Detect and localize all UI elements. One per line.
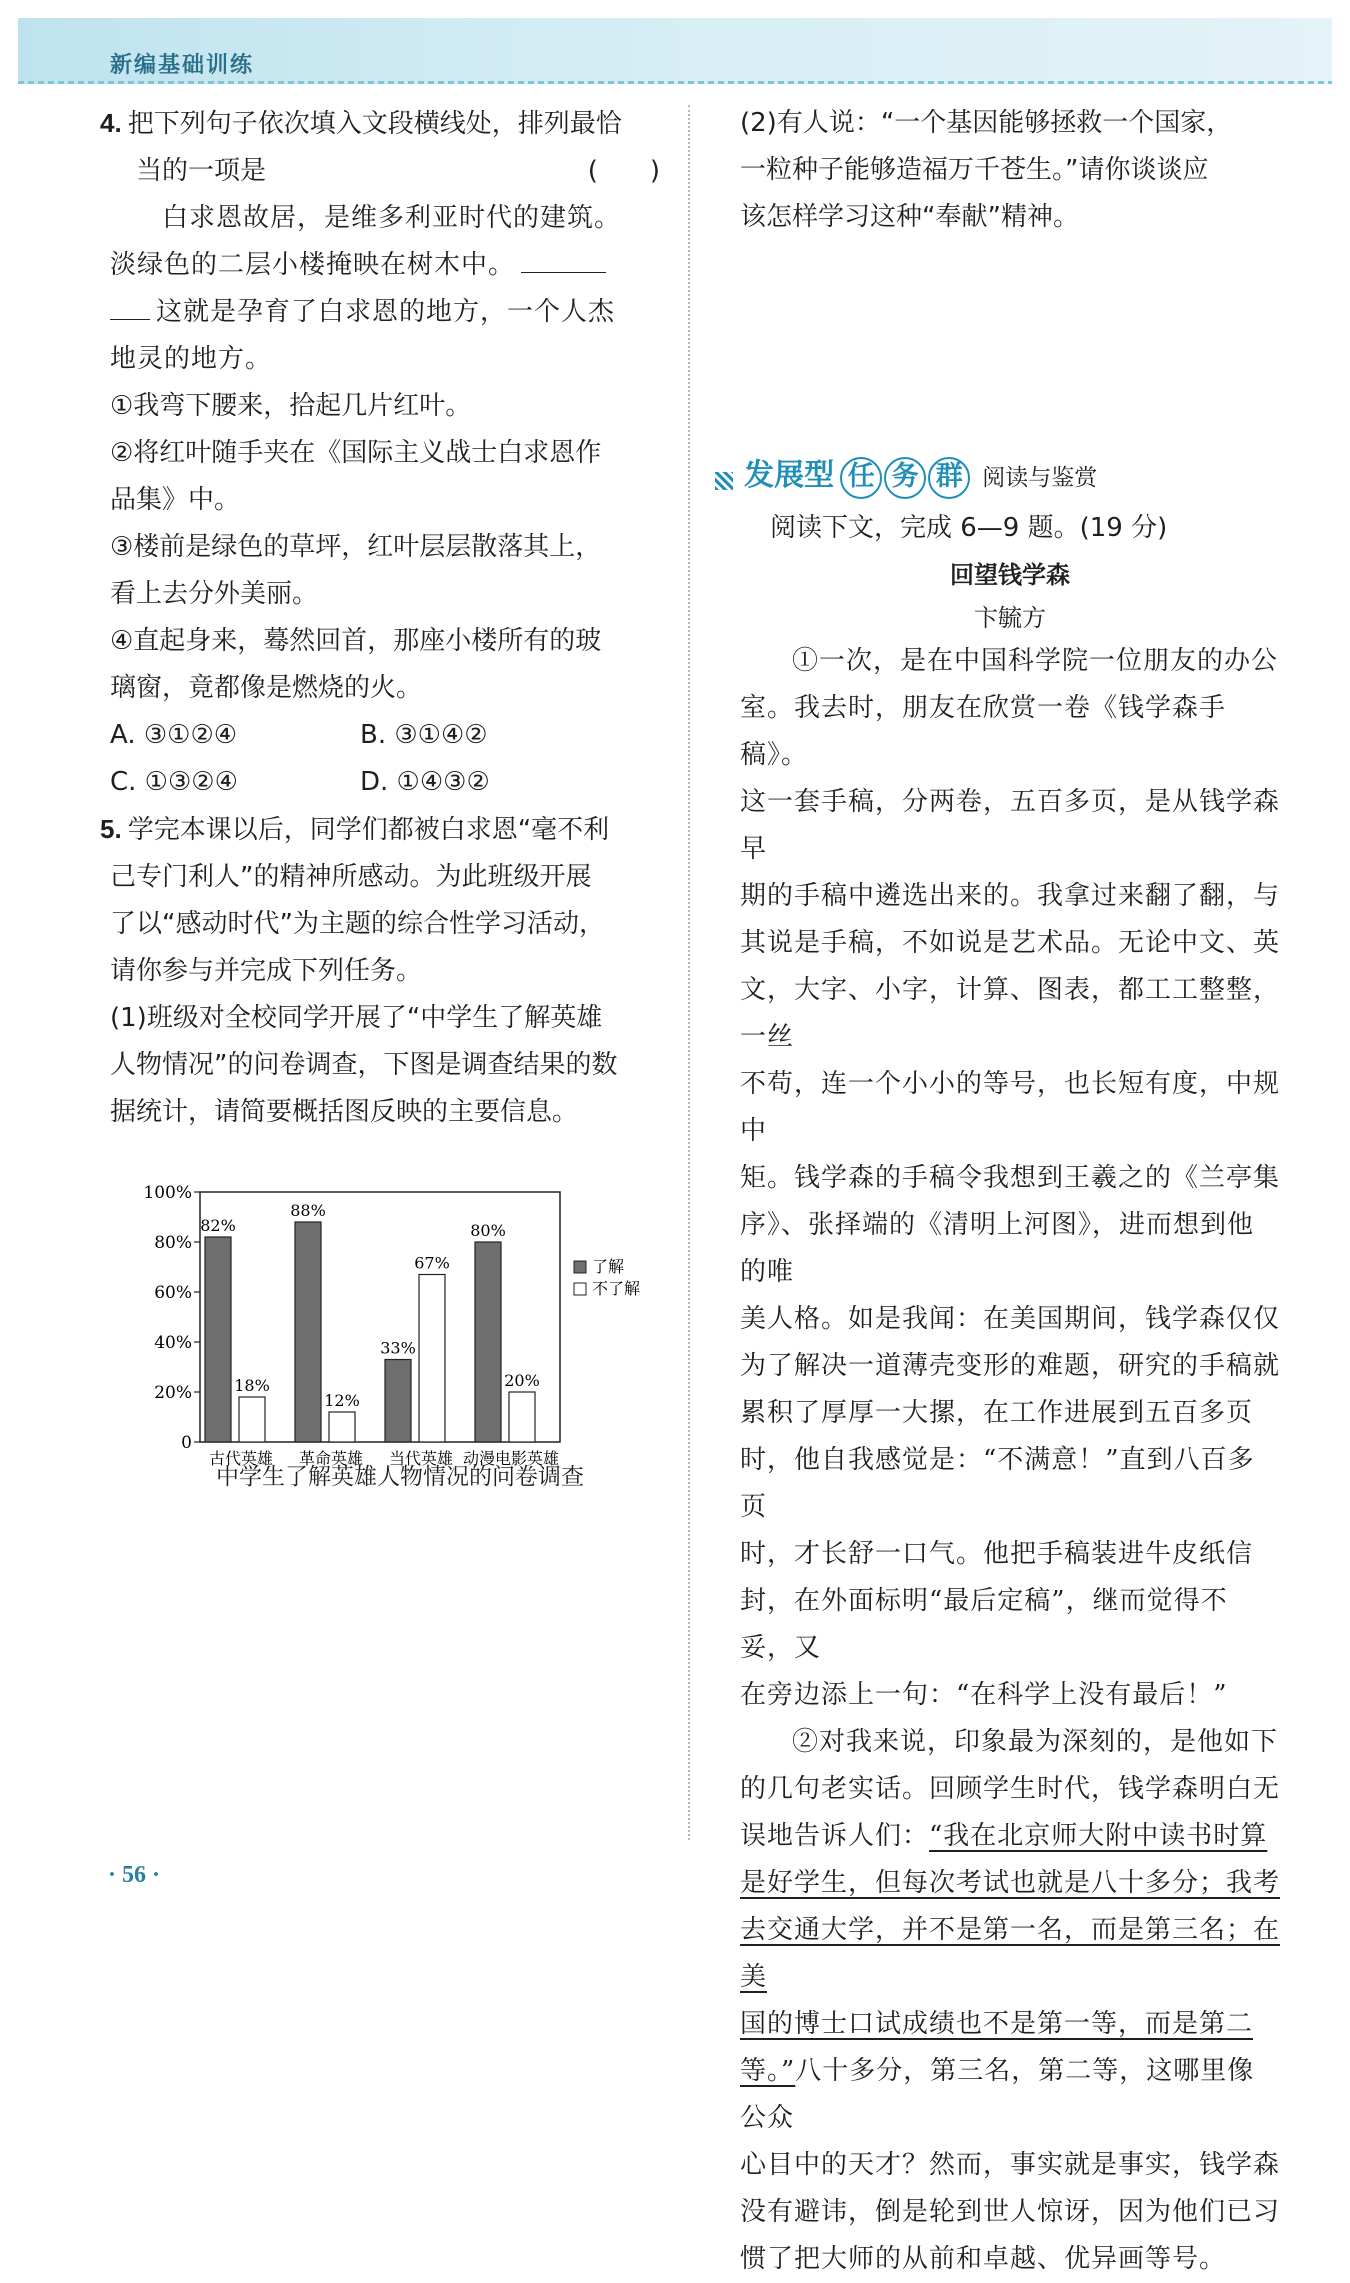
column-divider <box>688 105 690 1840</box>
article-p2-line: ②对我来说，印象最为深刻的，是他如下 <box>792 1727 1279 1757</box>
q5-l1: 学完本课以后，同学们都被白求恩“毫不利 <box>127 815 610 845</box>
header-title: 新编基础训练 <box>110 52 255 78</box>
article-paragraph-2 <box>740 1719 1280 2283</box>
article-author: 卞毓方 <box>974 604 1046 632</box>
q5-part1a: (1)班级对全校同学开展了“中学生了解英雄 <box>110 1003 603 1033</box>
banner-dots-icon <box>715 472 733 490</box>
x-category-label: 古代英雄 <box>208 1449 274 1468</box>
bar-know <box>475 1242 501 1442</box>
q4-options-row1 <box>100 712 670 759</box>
option-b[interactable]: B. ③①④② <box>360 720 488 750</box>
y-tick-label: 80% <box>154 1233 192 1253</box>
article-p1-line: 其说是手稿，不如说是艺术品。无论中文、英 <box>740 928 1281 958</box>
q4-stem2: 当的一项是 <box>136 156 267 186</box>
q5-part2a: (2)有人说：“一个基因能够拯救一个国家， <box>740 108 1233 138</box>
article-p1-line: 这一套手稿，分两卷，五百多页，是从钱学森早 <box>740 787 1281 864</box>
q4-stem1: 把下列句子依次填入文段横线处，排列最恰 <box>127 109 622 139</box>
x-category-label: 动漫电影英雄 <box>462 1449 560 1468</box>
bar-know <box>385 1360 411 1443</box>
x-category-label: 当代英雄 <box>388 1449 454 1468</box>
article-p2-line: 的几句老实话。回顾学生时代，钱学森明白无 <box>740 1774 1281 1804</box>
underlined-quote: 等。” <box>740 2056 796 2086</box>
article-p2-line: 惯了把大师的从前和卓越、优异画等号。 <box>740 2244 1227 2274</box>
q4-sentence2b: 品集》中。 <box>110 485 241 515</box>
article-p2-line: 没有避讳，倒是轮到世人惊讶，因为他们已习 <box>740 2197 1281 2227</box>
article-p1-line: 为了解决一道薄壳变形的难题，研究的手稿就 <box>740 1351 1281 1381</box>
article-p1-line: 时，他自我感觉是：“不满意！”直到八百多页 <box>740 1445 1255 1522</box>
article-p2-line <box>740 1860 1280 1907</box>
underlined-quote: 国的博士口试成绩也不是第一等，而是第二 <box>740 2009 1254 2039</box>
bar-value-label: 67% <box>414 1253 450 1273</box>
q5-l3: 了以“感动时代”为主题的综合性学习活动， <box>110 909 605 939</box>
q5-l4: 请你参与并完成下列任务。 <box>110 956 423 986</box>
legend-label: 不了解 <box>592 1279 641 1298</box>
blank-line[interactable] <box>110 295 150 320</box>
article-p1-line: 不苟，连一个小小的等号，也长短有度，中规中 <box>740 1069 1281 1146</box>
article-p1-line: 在旁边添上一句：“在科学上没有最后！” <box>740 1680 1228 1710</box>
q5-part2b: 一粒种子能够造福万千苍生。”请你谈谈应 <box>740 155 1209 185</box>
answer-paren[interactable]: ( ) <box>587 156 660 186</box>
article <box>740 505 1280 2283</box>
q4-para3: 这就是孕育了白求恩的地方，一个人杰 <box>156 297 616 327</box>
underlined-quote: 去交通大学，并不是第一名，而是第三名；在美 <box>740 1915 1281 1992</box>
bar-value-label: 80% <box>470 1221 506 1240</box>
article-p1-line: ①一次，是在中国科学院一位朋友的办公 <box>792 646 1279 676</box>
article-paragraph-1 <box>740 638 1280 1719</box>
article-p2-line <box>740 2001 1280 2048</box>
bar-value-label: 12% <box>324 1391 360 1410</box>
section-banner <box>715 450 1255 502</box>
q4-sentence2a: ②将红叶随手夹在《国际主义战士白求恩作 <box>110 438 602 468</box>
article-p1-line: 文，大字、小字，计算、图表，都工工整整，一丝 <box>740 975 1281 1052</box>
article-p1-line: 时，才长舒一口气。他把手稿装进牛皮纸信 <box>740 1539 1254 1569</box>
bar-not-know <box>239 1397 265 1442</box>
article-title: 回望钱学森 <box>950 561 1070 589</box>
q4-para2-line <box>100 242 670 289</box>
banner-subtitle: 阅读与鉴赏 <box>982 465 1098 491</box>
q4-number: 4. <box>100 108 122 138</box>
chart-caption: 中学生了解英雄人物情况的问卷调查 <box>216 1464 584 1490</box>
bar-value-label: 82% <box>200 1216 236 1235</box>
q4-options-row2 <box>100 759 670 806</box>
banner-char2: 务 <box>884 457 926 499</box>
q4-sentence3a: ③楼前是绿色的草坪，红叶层层散落其上， <box>110 532 602 562</box>
blank-line[interactable] <box>521 248 606 273</box>
page-number: · 56 · <box>108 1862 161 1888</box>
article-p2-line <box>740 1907 1280 2001</box>
q4-stem-line2 <box>100 148 670 195</box>
bar-not-know <box>329 1412 355 1442</box>
article-p1-line: 矩。钱学森的手稿令我想到王羲之的《兰亭集 <box>740 1163 1281 1193</box>
article-p2-line: 心目中的天才？然而，事实就是事实，钱学森 <box>740 2150 1281 2180</box>
banner-char3: 群 <box>928 457 970 499</box>
bar-value-label: 88% <box>290 1201 326 1220</box>
option-a[interactable]: A. ③①②④ <box>110 720 238 750</box>
banner-char1: 任 <box>840 457 882 499</box>
article-p2-line: 误地告诉人们：“我在北京师大附中读书时算 <box>740 1821 1268 1851</box>
x-category-label: 革命英雄 <box>298 1449 364 1468</box>
legend-swatch <box>574 1283 586 1295</box>
q4-sentence3b: 看上去分外美丽。 <box>110 579 319 609</box>
right-column <box>740 100 1280 241</box>
bar-know <box>295 1222 321 1442</box>
q5-line1 <box>100 806 670 854</box>
article-p1-line: 封，在外面标明“最后定稿”，继而觉得不妥，又 <box>740 1586 1228 1663</box>
option-c[interactable]: C. ①③②④ <box>110 767 238 797</box>
article-p1-line: 期的手稿中遴选出来的。我拿过来翻了翻，与 <box>740 881 1281 911</box>
q4-para1: 白求恩故居，是维多利亚时代的建筑。 <box>162 203 622 233</box>
y-tick-label: 40% <box>154 1333 192 1353</box>
y-tick-label: 60% <box>154 1283 192 1303</box>
q4-sentence1: ①我弯下腰来，拾起几片红叶。 <box>110 391 472 421</box>
article-p2-text: 八十多分，第三名，第二等，这哪里像公众 <box>740 2056 1255 2133</box>
banner-title: 发展型 <box>744 458 835 493</box>
article-p1-line: 室。我去时，朋友在欣赏一卷《钱学森手稿》。 <box>740 693 1227 770</box>
q5-number: 5. <box>100 814 122 844</box>
y-tick-label: 100% <box>143 1183 192 1203</box>
legend-label: 了解 <box>592 1257 625 1276</box>
y-tick-label: 20% <box>154 1383 192 1403</box>
bar-value-label: 20% <box>504 1371 540 1390</box>
reading-instruction: 阅读下文，完成 6—9 题。(19 分) <box>770 513 1168 543</box>
bar-not-know <box>419 1275 445 1443</box>
q4-sentence4a: ④直起身来，蓦然回首，那座小楼所有的玻 <box>110 626 602 656</box>
underlined-quote: 是好学生，但每次考试也就是八十多分；我考 <box>740 1868 1281 1898</box>
legend-swatch <box>574 1261 586 1273</box>
option-d[interactable]: D. ①④③② <box>360 767 490 797</box>
bar-not-know <box>509 1392 535 1442</box>
q5-l2: 己专门利人”的精神所感动。为此班级开展 <box>110 862 592 892</box>
q5-part1c: 据统计，请简要概括图反映的主要信息。 <box>110 1097 579 1127</box>
q4-para4: 地灵的地方。 <box>110 344 273 374</box>
q5-part1b: 人物情况”的问卷调查，下图是调查结果的数 <box>110 1050 618 1080</box>
bar-value-label: 33% <box>380 1338 416 1358</box>
article-p1-line: 美人格。如是我闻：在美国期间，钱学森仅仅 <box>740 1304 1281 1334</box>
survey-chart-svg <box>120 1160 680 1470</box>
bar-know <box>205 1237 231 1442</box>
q4-para2: 淡绿色的二层小楼掩映在树木中。 <box>110 250 516 280</box>
article-p2-line <box>740 2048 1280 2142</box>
article-p1-line: 累积了厚厚一大摞，在工作进展到五百多页 <box>740 1398 1254 1428</box>
y-tick-label: 0 <box>181 1433 192 1453</box>
left-column <box>100 100 670 1136</box>
q4-para3-line <box>100 289 670 336</box>
article-p1-line: 序》、张择端的《清明上河图》，进而想到他的唯 <box>740 1210 1255 1287</box>
q5-part2c: 该怎样学习这种“奉献”精神。 <box>740 202 1079 232</box>
survey-chart <box>120 1160 680 1500</box>
bar-value-label: 18% <box>234 1376 270 1395</box>
q4-sentence4b: 璃窗，竟都像是燃烧的火。 <box>110 673 423 703</box>
underlined-quote: “我在北京师大附中读书时算 <box>929 1821 1268 1851</box>
q4-stem-line1 <box>100 100 670 148</box>
